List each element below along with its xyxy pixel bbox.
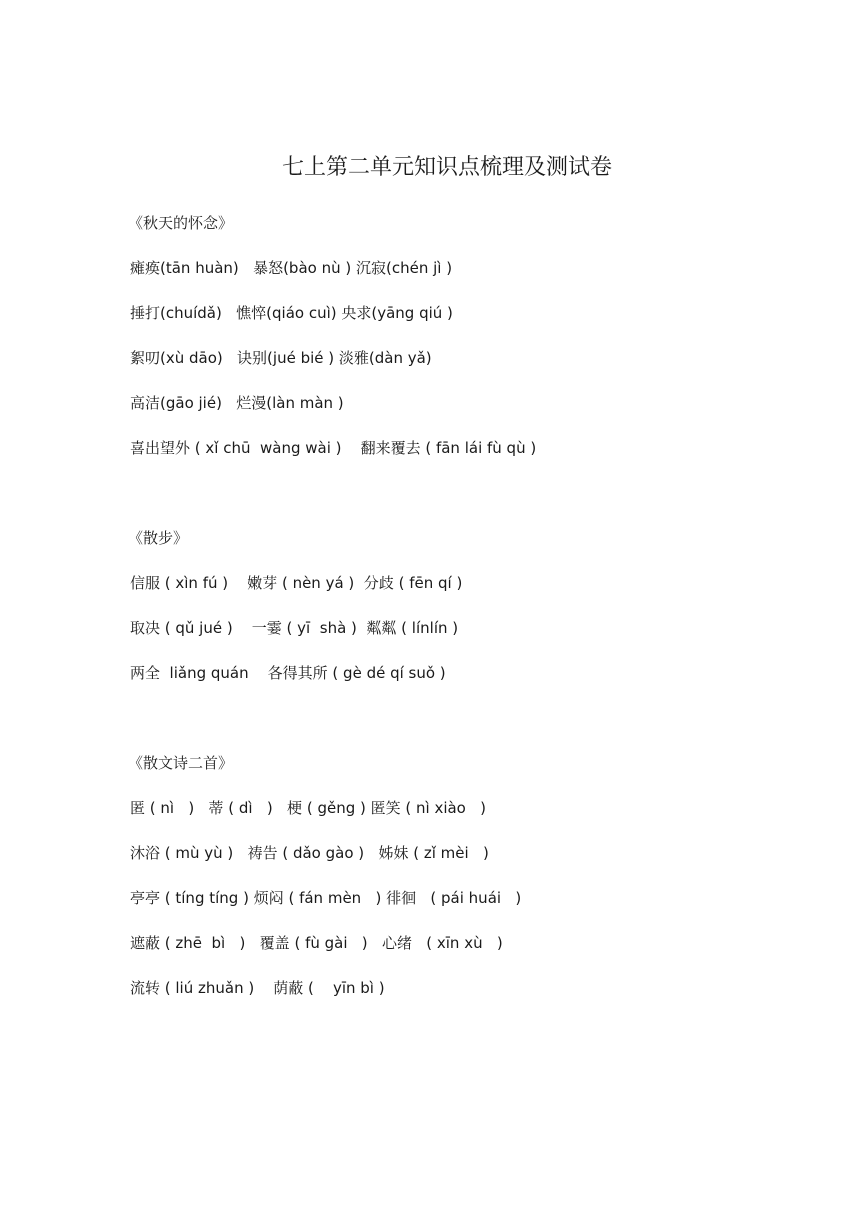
section-heading: 《散步》 <box>128 529 189 547</box>
vocab-line: 取决 ( qǔ jué ) 一霎 ( yī shà ) 粼粼 ( línlín ) <box>130 619 459 637</box>
vocab-line: 高洁(gāo jié) 烂漫(làn màn ) <box>130 394 344 412</box>
vocab-line: 流转 ( liú zhuǎn ) 荫蔽 ( yīn bì ) <box>130 979 385 997</box>
vocab-line: 匿 ( nì ) 蒂 ( dì ) 梗 ( gěng ) 匿笑 ( nì xiào ) <box>130 799 487 817</box>
vocab-line: 喜出望外 ( xǐ chū wàng wài ) 翻来覆去 ( fān lái fù qù ) <box>130 439 537 457</box>
vocab-line: 两全 liǎng quán 各得其所 ( gè dé qí suǒ ) <box>130 664 446 682</box>
vocab-line: 絮叨(xù dāo) 诀别(jué bié ) 淡雅(dàn yǎ) <box>130 349 432 367</box>
vocab-line: 信服 ( xìn fú ) 嫩芽 ( nèn yá ) 分歧 ( fēn qí ) <box>130 574 463 592</box>
vocab-line: 沐浴 ( mù yù ) 祷告 ( dǎo gào ) 姊妹 ( zǐ mèi ) <box>130 844 489 862</box>
page-title: 七上第二单元知识点梳理及测试卷 <box>281 155 612 180</box>
vocab-line: 瘫痪(tān huàn) 暴怒(bào nù ) 沉寂(chén jì ) <box>130 259 453 277</box>
vocab-line: 捶打(chuídǎ) 憔悴(qiáo cuì) 央求(yāng qiú ) <box>130 304 453 322</box>
vocab-line: 亭亭 ( tíng tíng ) 烦闷 ( fán mèn ) 徘徊 ( pái huái ) <box>130 889 522 907</box>
vocab-line: 遮蔽 ( zhē bì ) 覆盖 ( fù gài ) 心绪 ( xīn xù ) <box>130 934 503 952</box>
section-heading: 《秋天的怀念》 <box>128 214 234 232</box>
section-heading: 《散文诗二首》 <box>128 754 234 772</box>
